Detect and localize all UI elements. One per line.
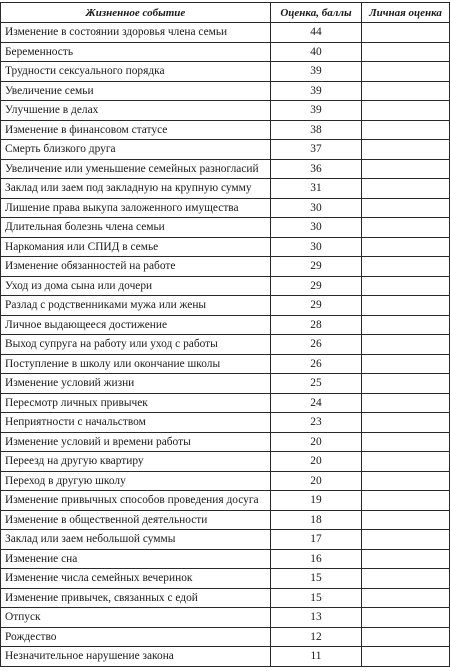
event-score-cell: 12 [271,627,362,647]
table-row [1,315,450,335]
event-score-cell: 15 [271,588,362,608]
table-row [1,530,450,550]
table-row [1,627,450,647]
personal-score-cell[interactable] [362,491,450,511]
event-name-cell: Пересмотр личных привычек [1,393,271,413]
table-row [1,198,450,218]
table-row [1,354,450,374]
event-name-cell: Переезд на другую квартиру [1,452,271,472]
table-row [1,237,450,257]
table-row [1,218,450,238]
event-name-cell: Поступление в школу или окончание школы [1,354,271,374]
table-row [1,393,450,413]
table-row [1,491,450,511]
event-score-cell: 36 [271,159,362,179]
table-row [1,413,450,433]
event-name-cell: Незначительное нарушение закона [1,647,271,667]
event-score-cell: 24 [271,393,362,413]
event-score-cell: 30 [271,198,362,218]
table-row [1,81,450,101]
personal-score-cell[interactable] [362,159,450,179]
event-score-cell: 25 [271,374,362,394]
event-score-cell: 29 [271,296,362,316]
event-score-cell: 20 [271,471,362,491]
personal-score-cell[interactable] [362,432,450,452]
header-score: Оценка, баллы [271,3,362,23]
personal-score-cell[interactable] [362,549,450,569]
event-score-cell: 19 [271,491,362,511]
event-score-cell: 11 [271,647,362,667]
header-row [1,3,450,23]
event-score-cell: 29 [271,276,362,296]
table-row [1,179,450,199]
event-name-cell: Длительная болезнь члена семьи [1,218,271,238]
event-name-cell: Беременность [1,42,271,62]
event-name-cell: Наркомания или СПИД в семье [1,237,271,257]
table-row [1,608,450,628]
event-score-cell: 31 [271,179,362,199]
table-row [1,101,450,121]
personal-score-cell[interactable] [362,120,450,140]
event-name-cell: Разлад с родственниками мужа или жены [1,296,271,316]
event-score-cell: 26 [271,354,362,374]
event-score-cell: 13 [271,608,362,628]
event-name-cell: Заклад или заем небольшой суммы [1,530,271,550]
table-row [1,471,450,491]
personal-score-cell[interactable] [362,471,450,491]
event-name-cell: Изменение числа семейных вечеринок [1,569,271,589]
table-row [1,452,450,472]
personal-score-cell[interactable] [362,237,450,257]
personal-score-cell[interactable] [362,140,450,160]
event-name-cell: Изменение сна [1,549,271,569]
event-score-cell: 39 [271,62,362,82]
personal-score-cell[interactable] [362,374,450,394]
event-name-cell: Улучшение в делах [1,101,271,121]
personal-score-cell[interactable] [362,296,450,316]
table-row [1,62,450,82]
event-score-cell: 40 [271,42,362,62]
event-name-cell: Выход супруга на работу или уход с работы [1,335,271,355]
event-name-cell: Неприятности с начальством [1,413,271,433]
table-row [1,432,450,452]
event-score-cell: 39 [271,101,362,121]
event-score-cell: 28 [271,315,362,335]
event-name-cell: Изменение в общественной деятельности [1,510,271,530]
personal-score-cell[interactable] [362,510,450,530]
personal-score-cell[interactable] [362,62,450,82]
event-score-cell: 20 [271,452,362,472]
event-name-cell: Уход из дома сына или дочери [1,276,271,296]
table-row [1,549,450,569]
personal-score-cell[interactable] [362,101,450,121]
personal-score-cell[interactable] [362,257,450,277]
event-name-cell: Переход в другую школу [1,471,271,491]
event-name-cell: Отпуск [1,608,271,628]
header-own-score: Личная оценка [362,3,450,23]
table-row [1,510,450,530]
table-row [1,276,450,296]
event-name-cell: Увеличение или уменьшение семейных разногласий [1,159,271,179]
event-name-cell: Личное выдающееся достижение [1,315,271,335]
personal-score-cell[interactable] [362,413,450,433]
personal-score-cell[interactable] [362,81,450,101]
table-row [1,588,450,608]
event-score-cell: 30 [271,218,362,238]
event-name-cell: Лишение права выкупа заложенного имущества [1,198,271,218]
event-score-cell: 44 [271,23,362,43]
event-score-cell: 17 [271,530,362,550]
table-row [1,374,450,394]
event-name-cell: Заклад или заем под закладную на крупную сумму [1,179,271,199]
personal-score-cell[interactable] [362,42,450,62]
table-row [1,647,450,667]
table-body [1,23,450,667]
personal-score-cell[interactable] [362,179,450,199]
table-row [1,120,450,140]
event-name-cell: Трудности сексуального порядка [1,62,271,82]
event-score-cell: 18 [271,510,362,530]
event-score-cell: 37 [271,140,362,160]
event-name-cell: Увеличение семьи [1,81,271,101]
personal-score-cell[interactable] [362,627,450,647]
table-row [1,296,450,316]
personal-score-cell[interactable] [362,588,450,608]
table-row [1,257,450,277]
event-score-cell: 29 [271,257,362,277]
event-score-cell: 16 [271,549,362,569]
table-row [1,569,450,589]
event-name-cell: Рождество [1,627,271,647]
event-score-cell: 38 [271,120,362,140]
event-name-cell: Смерть близкого друга [1,140,271,160]
event-name-cell: Изменение привычных способов проведения досуга [1,491,271,511]
table-row [1,23,450,43]
event-name-cell: Изменение обязанностей на работе [1,257,271,277]
table-row [1,335,450,355]
table-row [1,159,450,179]
event-score-cell: 15 [271,569,362,589]
table-row [1,140,450,160]
personal-score-cell[interactable] [362,530,450,550]
personal-score-cell[interactable] [362,647,450,667]
personal-score-cell[interactable] [362,218,450,238]
personal-score-cell[interactable] [362,608,450,628]
event-name-cell: Изменение условий и времени работы [1,432,271,452]
personal-score-cell[interactable] [362,393,450,413]
event-score-cell: 26 [271,335,362,355]
personal-score-cell[interactable] [362,198,450,218]
event-name-cell: Изменение в финансовом статусе [1,120,271,140]
page [0,2,450,671]
header-event: Жизненное событие [1,3,271,23]
table-row [1,42,450,62]
event-name-cell: Изменение в состоянии здоровья члена семьи [1,23,271,43]
table-header [1,3,450,23]
personal-score-cell[interactable] [362,335,450,355]
life-events-table [0,2,450,667]
event-name-cell: Изменение условий жизни [1,374,271,394]
event-name-cell: Изменение привычек, связанных с едой [1,588,271,608]
personal-score-cell[interactable] [362,354,450,374]
personal-score-cell[interactable] [362,23,450,43]
personal-score-cell[interactable] [362,276,450,296]
event-score-cell: 30 [271,237,362,257]
event-score-cell: 20 [271,432,362,452]
event-score-cell: 39 [271,81,362,101]
personal-score-cell[interactable] [362,569,450,589]
personal-score-cell[interactable] [362,315,450,335]
personal-score-cell[interactable] [362,452,450,472]
event-score-cell: 23 [271,413,362,433]
